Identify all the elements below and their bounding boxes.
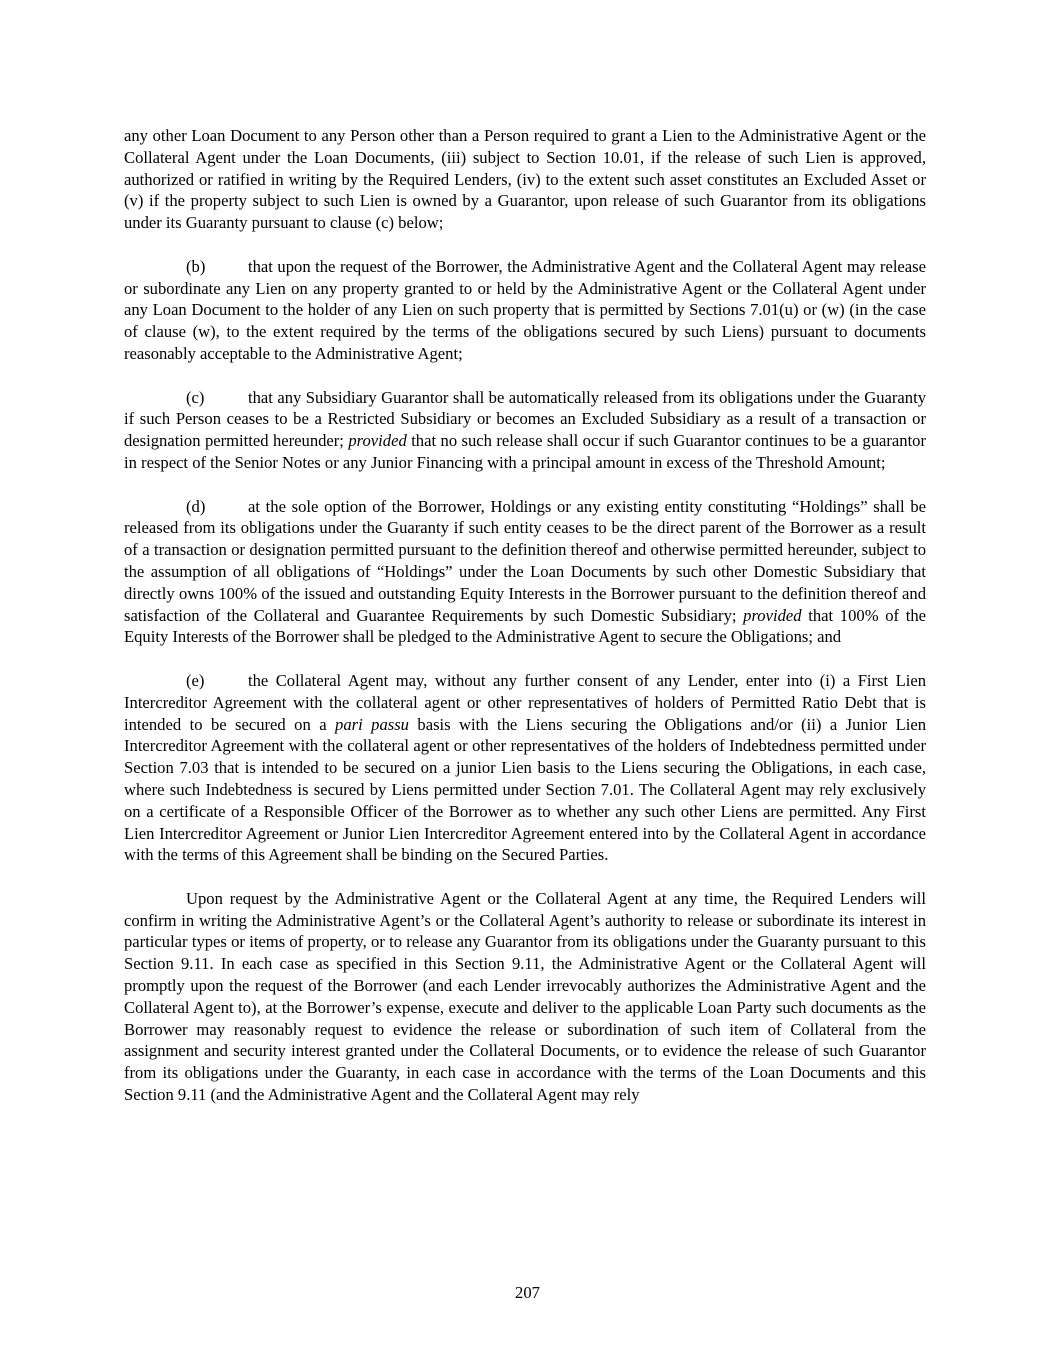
clause-e-text-after: basis with the Liens securing the Obligations and/or (ii) a Junior Lien Intercreditor Agreement with the collateral agent or other representatives of the holders of Indebtedness permitted under Section 7.03 that is intended to be secured on a junior Lien basis to the Liens securing the Obligations, in each case, where such Indebtedness is secured by Liens permitted under Section 7.01. The Collateral Agent may rely exclusively on a certificate of a Responsible Officer of the Borrower as to whether any such other Liens are permitted. Any First Lien Intercreditor Agreement or Junior Lien Intercreditor Agreement entered into by the Collateral Agent in accordance with the terms of this Agreement shall be binding on the Secured Parties. (124, 714, 926, 865)
clause-e-text-before: the Collateral Agent may, without any further consent of any Lender, enter into (i) a First Lien Intercreditor Agreement with the collateral agent or other representatives of holders of Permitted Ratio Debt that is intended to be secured on a (124, 670, 926, 734)
clause-b-text: that upon the request of the Borrower, the Administrative Agent and the Collateral Agent may release or subordinate any Lien on any property granted to or held by the Administrative Agent or the Collateral Agent under any Loan Document to the holder of any Lien on such property that is permitted by Sections 7.01(u) or (w) (in the case of clause (w), to the extent required by the terms of the obligations secured by such Liens) pursuant to documents reasonably acceptable to the Administrative Agent; (124, 256, 926, 363)
clause-c-text-before: that any Subsidiary Guarantor shall be automatically released from its obligations under the Guaranty if such Person ceases to be a Restricted Subsidiary or becomes an Excluded Subsidiary as a result of a transaction or designation permitted hereunder; (124, 387, 926, 451)
clause-e-label: (e) (186, 670, 205, 690)
clause-d-label: (d) (186, 496, 206, 516)
continuation-paragraph: any other Loan Document to any Person other than a Person required to grant a Lien to the Administrative Agent or the Collateral Agent under the Loan Documents, (iii) subject to Section 10.01, if the release of such Lien is approved, authorized or ratified in writing by the Required Lenders, (iv) to the extent such asset constitutes an Excluded Asset or (v) if the property subject to such Lien is owned by a Guarantor, upon release of such Guarantor from its obligations under its Guaranty pursuant to clause (c) below; (124, 126, 926, 233)
page-number: 207 (515, 1283, 540, 1302)
document-page (124, 125, 926, 1128)
clause-d (124, 496, 926, 649)
clause-d-proviso: provided (743, 605, 802, 625)
clause-e-pari-passu: pari passu (335, 714, 409, 734)
clause-c-text-after: that no such release shall occur if such Guarantor continues to be a guarantor in respect of the Senior Notes or any Junior Financing with a principal amount in excess of the Threshold Amount; (124, 431, 926, 472)
clause-b-label: (b) (186, 256, 206, 276)
clause-c-label: (c) (186, 387, 205, 407)
clause-d-text-after: that 100% of the Equity Interests of the Borrower shall be pledged to the Administrative Agent to secure the Obligations; and (124, 605, 926, 647)
final-paragraph: Upon request by the Administrative Agent or the Collateral Agent at any time, the Required Lenders will confirm in writing the Administrative Agent’s or the Collateral Agent’s authority to release or subordinate its interest in particular types or items of property, or to release any Guarantor from its obligations under the Guaranty pursuant to this Section 9.11. In each case as specified in this Section 9.11, the Administrative Agent or the Collateral Agent will promptly upon the request of the Borrower (and each Lender irrevocably authorizes the Administrative Agent and the Collateral Agent to), at the Borrower’s expense, execute and deliver to the applicable Loan Party such documents as the Borrower may reasonably request to evidence the release or subordination of such item of Collateral from the assignment and security interest granted under the Collateral Documents, or to evidence the release of such Guarantor from its obligations under the Guaranty, in each case in accordance with the terms of the Loan Documents and this Section 9.11 (and the Administrative Agent and the Collateral Agent may rely (124, 888, 926, 1105)
clause-b (124, 256, 926, 365)
clause-d-text-before: at the sole option of the Borrower, Holdings or any existing entity constituting “Holdings” shall be released from its obligations under the Guaranty if such entity ceases to be the direct parent of the Borrower as a result of a transaction or designation permitted pursuant to the definition thereof and otherwise permitted hereunder, subject to the assumption of all obligations of “Holdings” under the Loan Documents by such other Domestic Subsidiary that directly owns 100% of the issued and outstanding Equity Interests in the Borrower pursuant to the definition thereof and satisfaction of the Collateral and Guarantee Requirements by such Domestic Subsidiary; (124, 496, 926, 625)
clause-c (124, 387, 926, 474)
clause-e (124, 670, 926, 866)
clause-c-proviso: provided (348, 431, 407, 451)
